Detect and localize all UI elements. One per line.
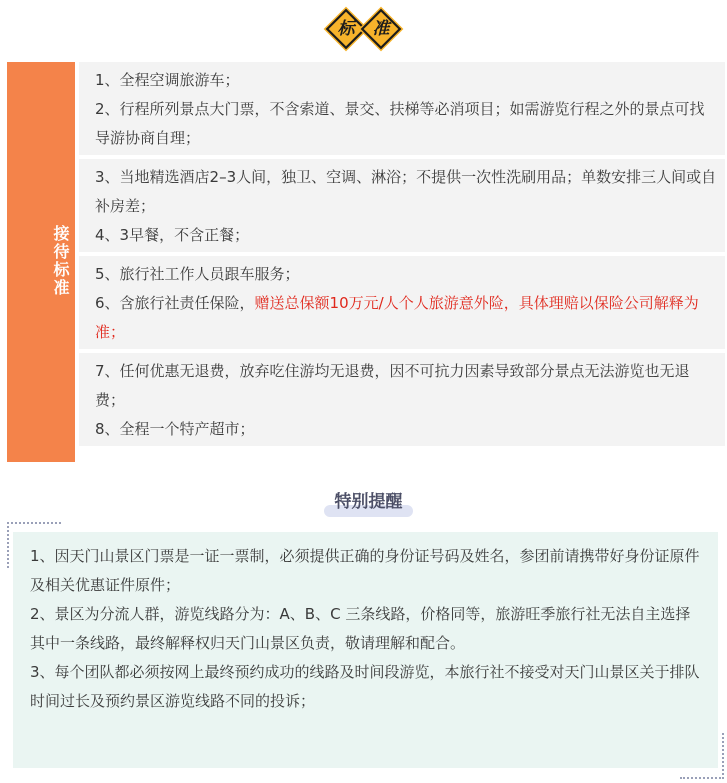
standard-group-hotel-meals [79,159,725,252]
side-label-char: 准 [51,279,70,297]
reminder-item: 1、因天门山景区门票是一证一票制，必须提供正确的身份证号码及姓名，参团前请携带好身份证原件及相关优惠证件原件； [30,547,700,594]
standard-item: 1、全程空调旅游车； [95,71,240,89]
reminder-title-text: 特别提醒 [334,492,403,512]
badge-text: 标 [337,19,355,39]
side-label-char: 接 [51,225,70,243]
header-badges [0,6,727,54]
reminder-item: 3、每个团队都必须按网上最终预约成功的线路及时间段游览，本旅行社不接受对天门山景区关于排队时间过长及预约景区游览线路不同的投诉； [30,663,700,710]
reminder-title [322,489,415,519]
standard-item: 2、行程所列景点大门票，不含索道、景交、扶梯等必消项目；如需游览行程之外的景点可找导游协商自理； [95,100,705,147]
standard-group-service-insurance [79,256,725,349]
standard-item: 8、全程一个特产超市； [95,420,255,438]
side-label-char: 待 [51,243,70,261]
dotted-corner-decoration [680,733,724,779]
side-label-char: 标 [51,261,70,279]
standard-group-transport-tickets [79,62,725,155]
side-label [7,202,75,320]
standard-item-insurance [95,289,719,347]
badge-text: 准 [372,19,390,39]
standard-item: 7、任何优惠无退费，放弃吃住游均无退费，因不可抗力因素导致部分景点无法游览也无退费； [95,362,690,409]
standard-item: 3、当地精选酒店2–3人间，独卫、空调、淋浴；不提供一次性洗刷用品；单数安排三人间或自补房差； [95,168,717,215]
standard-item: 5、旅行社工作人员跟车服务； [95,265,300,283]
insurance-highlight: 赠送总保额10万元/人个人旅游意外险，具体理赔以保险公司解释为准； [95,294,699,341]
reminder-box [13,532,718,768]
reminder-item: 2、景区为分流人群，游览线路分为：A、B、C 三条线路，价格同等，旅游旺季旅行社无法自主选择其中一条线路，最终解释权归天门山景区负责，敬请理解和配合。 [30,605,691,652]
standard-groups [79,62,725,450]
reception-standard-section [7,62,725,462]
standard-item: 4、3早餐，不含正餐； [95,226,250,244]
badge-standard-right [361,9,401,49]
standard-group-refund-shopping [79,353,725,446]
insurance-prefix: 6、含旅行社责任保险， [95,294,255,312]
side-label-bar [7,62,75,462]
